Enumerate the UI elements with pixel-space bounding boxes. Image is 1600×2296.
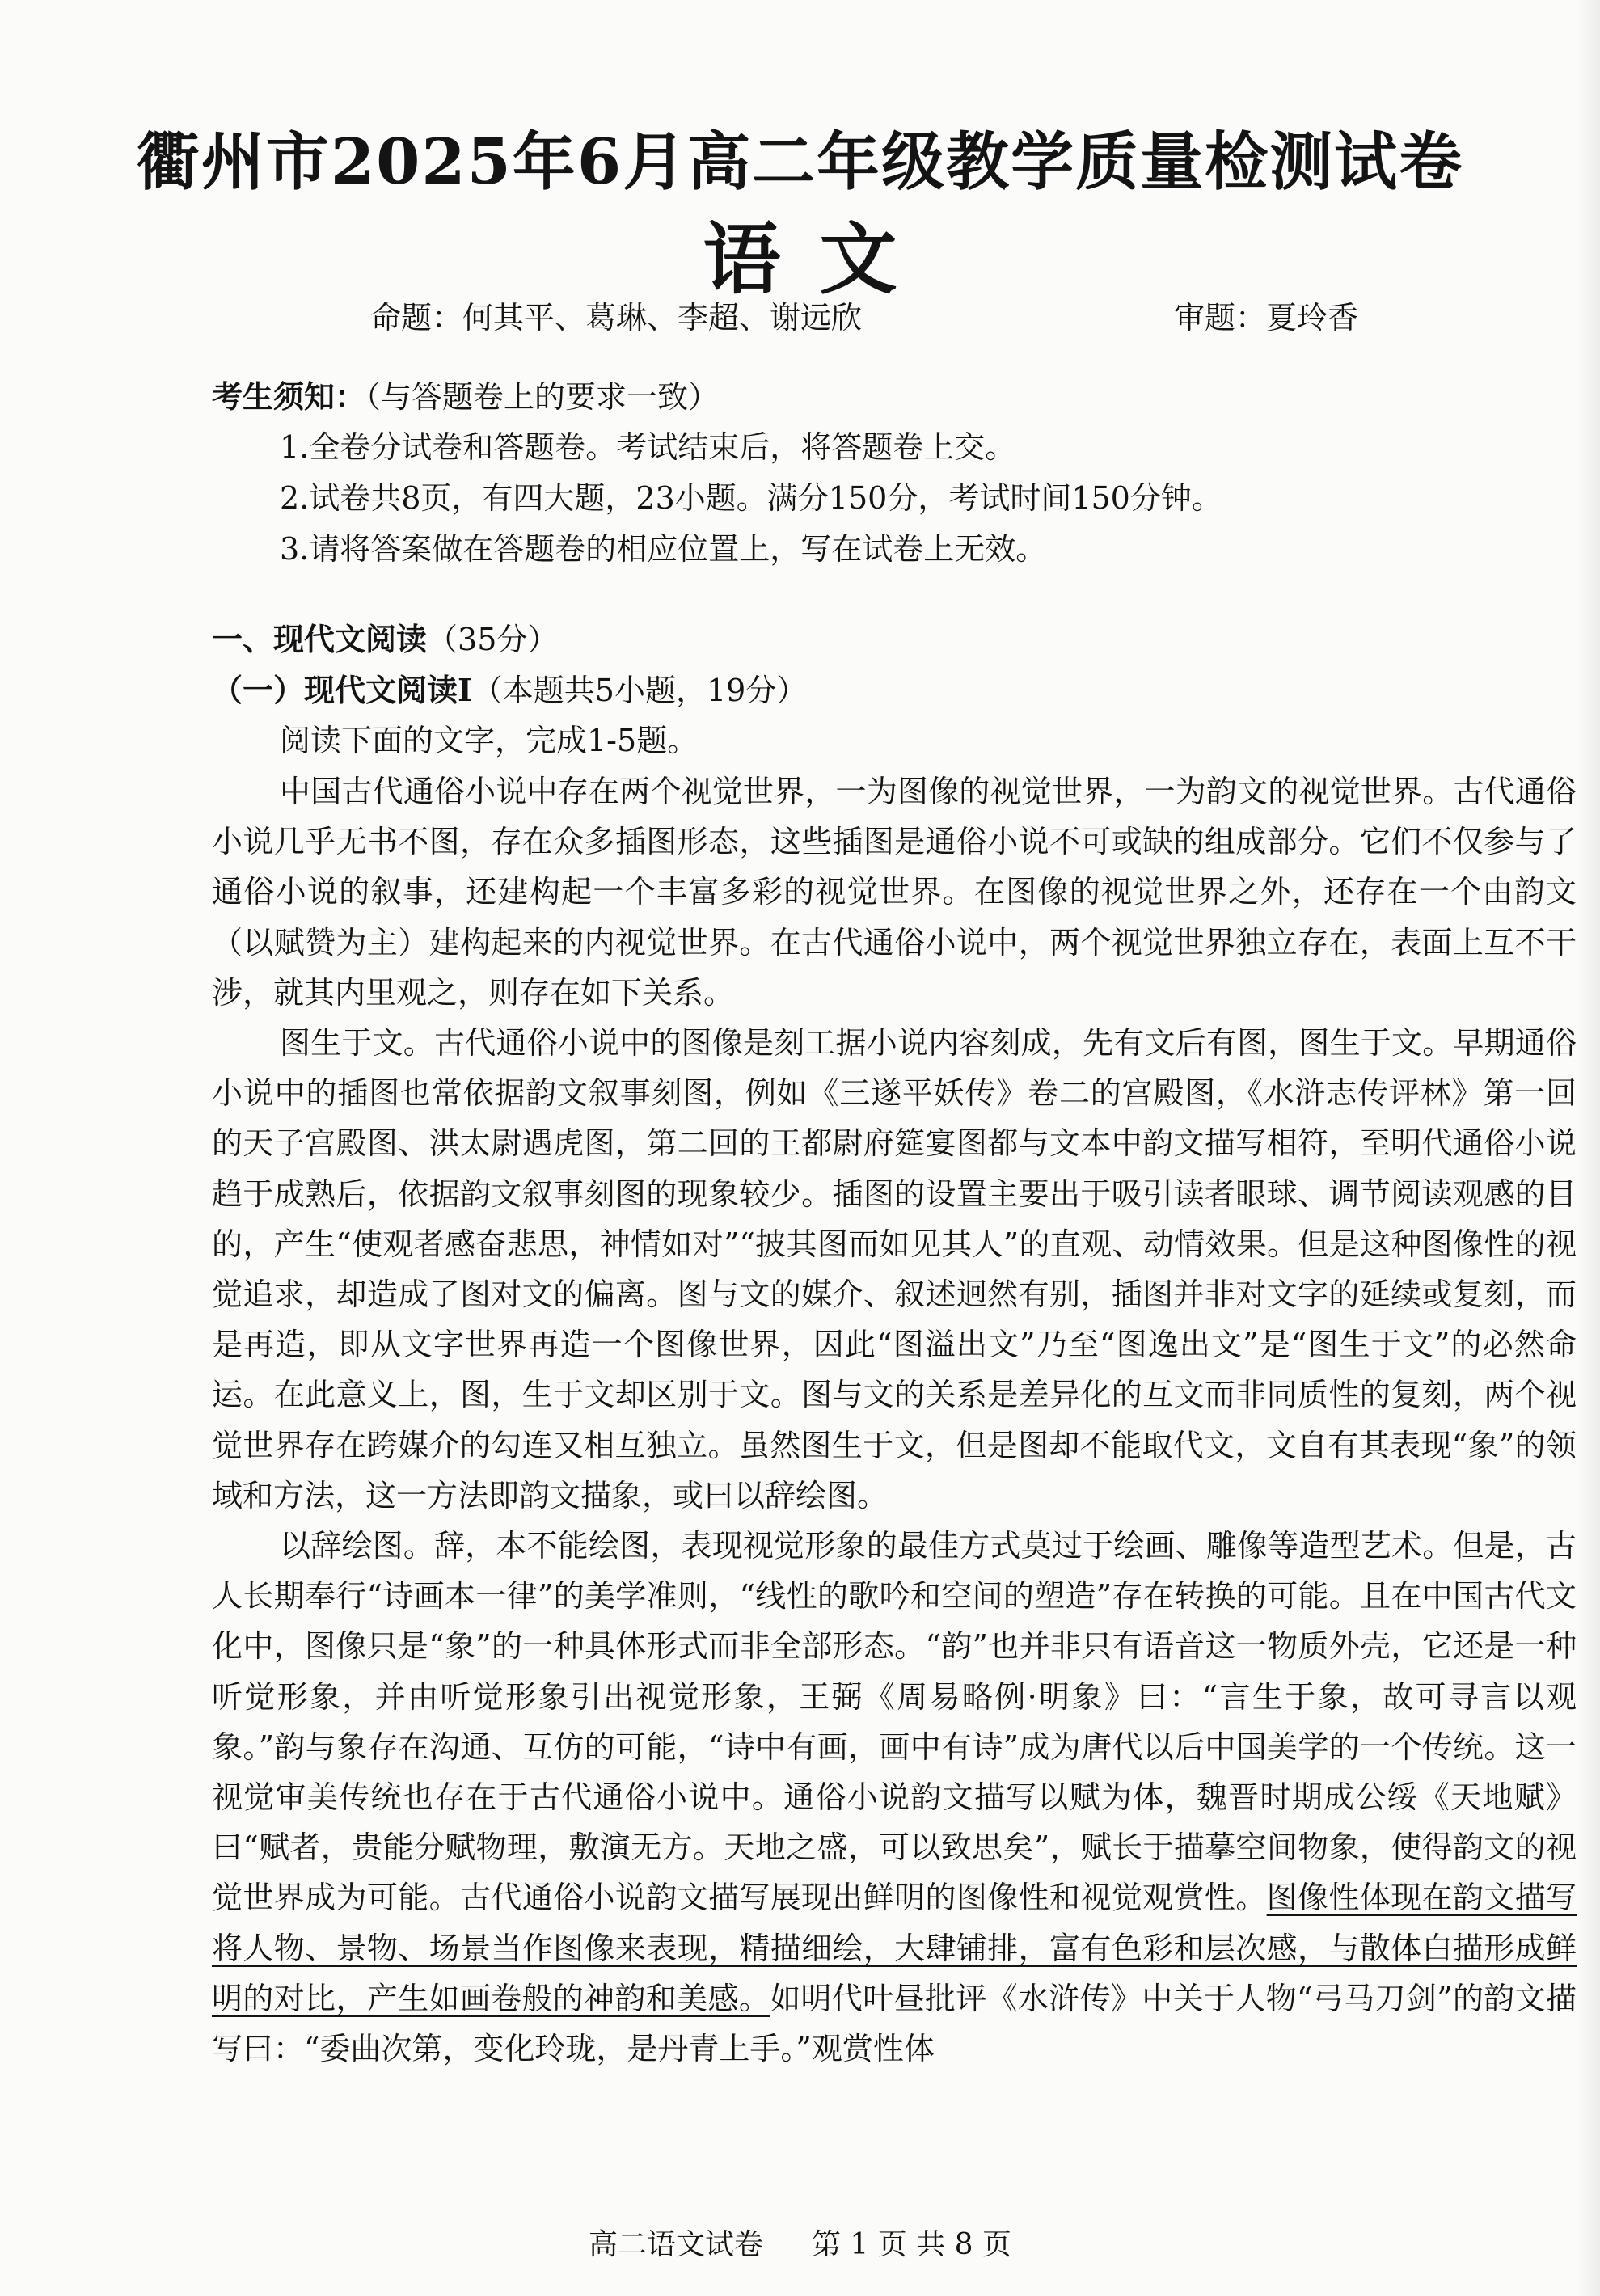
notice-item: 1.全卷分试卷和答题卷。考试结束后，将答题卷上交。 xyxy=(280,429,1016,465)
footer-page-number: 第 1 页 共 8 页 xyxy=(811,2228,1012,2261)
subsection-note: （本题共5小题，19分） xyxy=(471,673,808,708)
passage-paragraph-3 xyxy=(212,1521,1577,2074)
subsection-title-text: （一）现代文阅读Ⅰ xyxy=(212,672,472,708)
scan-edge-shadow xyxy=(1577,0,1600,2296)
section-title xyxy=(212,614,558,659)
passage-paragraph-1: 中国古代通俗小说中存在两个视觉世界，一为图像的视觉世界，一为韵文的视觉世界。古代通俗小说几乎无书不图，存在众多插图形态，这些插图是通俗小说不可或缺的组成部分。它们不仅参与了通俗小说的叙事，还建构起一个丰富多彩的视觉世界。在图像的视觉世界之外，还存在一个由韵文（以赋赞为主）建构起来的内视觉世界。在古代通俗小说中，两个视觉世界独立存在，表面上互不干涉，就其内里观之，则存在如下关系。 xyxy=(212,774,1577,1011)
notice-note: （与答题卷上的要求一致） xyxy=(365,379,720,415)
reading-instruction: 阅读下面的文字，完成1-5题。 xyxy=(280,723,699,758)
reading-passage xyxy=(212,766,1577,2074)
footer-paper-name: 高二语文试卷 xyxy=(588,2228,763,2261)
exam-title: 衢州市2025年6月高二年级教学质量检测试卷 xyxy=(136,125,1464,199)
section-title-text: 一、现代文阅读 xyxy=(212,621,428,657)
subsection-title xyxy=(212,665,807,710)
paragraph-3-text: 以辞绘图。辞，本不能绘图，表现视觉形象的最佳方式莫过于绘画、雕像等造型艺术。但是，古人长期奉行“诗画本一律”的美学准则，“线性的歌吟和空间的塑造”存在转换的可能。且在中国古代文化中，图像只是“象”的一种具体形式而非全部形态。“韵”也并非只有语音这一物质外壳，它还是一种听觉形象，并由听觉形象引出视觉形象，王弼《周易略例·明象》曰：“言生于象，故可寻言以观象。”韵与象存在沟通、互仿的可能，“诗中有画，画中有诗”成为唐代以后中国美学的一个传统。这一视觉审美传统也存在于古代通俗小说中。通俗小说韵文描写以赋为体，魏晋时期成公绥《天地赋》曰“赋者，贵能分赋物理，敷演无方。天地之盛，可以致思矣”，赋长于描摹空间物象，使得韵文的视觉世界成为可能。古代通俗小说韵文描写展现出鲜明的图像性和视觉观赏性。 xyxy=(212,1528,1577,1916)
section-score: （35分） xyxy=(427,622,559,657)
underlined-sentence: 图像性体现在韵文描写将人物、景物、场景当作图像来表现，精描细绘，大肆铺排，富有色彩和层次感，与散体白描形成鲜明的对比，产生如画卷般的神韵和美感。 xyxy=(212,1880,1577,2016)
subject-title: 语文 xyxy=(703,213,936,305)
page-footer xyxy=(0,2222,1600,2263)
reviewer-line: 审题：夏玲香 xyxy=(1174,300,1359,336)
notice-label: 考生须知： xyxy=(212,378,366,415)
notice-item: 3.请将答案做在答题卷的相应位置上，写在试卷上无效。 xyxy=(280,531,1047,567)
paragraph-3-continuation: 如明代叶昼批评《水浒传》中关于人物“弓马刀剑”的韵文描写曰：“委曲次第，变化玲珑，是丹青上手。”观赏性体 xyxy=(212,1980,1577,2067)
notice-heading xyxy=(212,372,719,416)
notice-item: 2.试卷共8页，有四大题，23小题。满分150分，考试时间150分钟。 xyxy=(280,480,1222,516)
passage-paragraph-2: 图生于文。古代通俗小说中的图像是刻工据小说内容刻成，先有文后有图，图生于文。早期通俗小说中的插图也常依据韵文叙事刻图，例如《三遂平妖传》卷二的宫殿图，《水浒志传评林》第一回的天子宫殿图、洪太尉遇虎图，第二回的王都尉府筵宴图都与文本中韵文描写相符，至明代通俗小说趋于成熟后，依据韵文叙事刻图的现象较少。插图的设置主要出于吸引读者眼球、调节阅读观感的目的，产生“使观者感奋悲思，神情如对”“披其图而如见其人”的直观、动情效果。但是这种图像性的视觉追求，却造成了图对文的偏离。图与文的媒介、叙述迥然有别，插图并非对文字的延续或复刻，而是再造，即从文字世界再造一个图像世界，因此“图溢出文”乃至“图逸出文”是“图生于文”的必然命运。在此意义上，图，生于文却区别于文。图与文的关系是差异化的互文而非同质性的复刻，两个视觉世界存在跨媒介的勾连又相互独立。虽然图生于文，但是图却不能取代文，文自有其表现“象”的领域和方法，这一方法即韵文描象，或曰以辞绘图。 xyxy=(212,1025,1577,1513)
authors-line: 命题：何其平、葛琳、李超、谢远欣 xyxy=(370,300,863,336)
